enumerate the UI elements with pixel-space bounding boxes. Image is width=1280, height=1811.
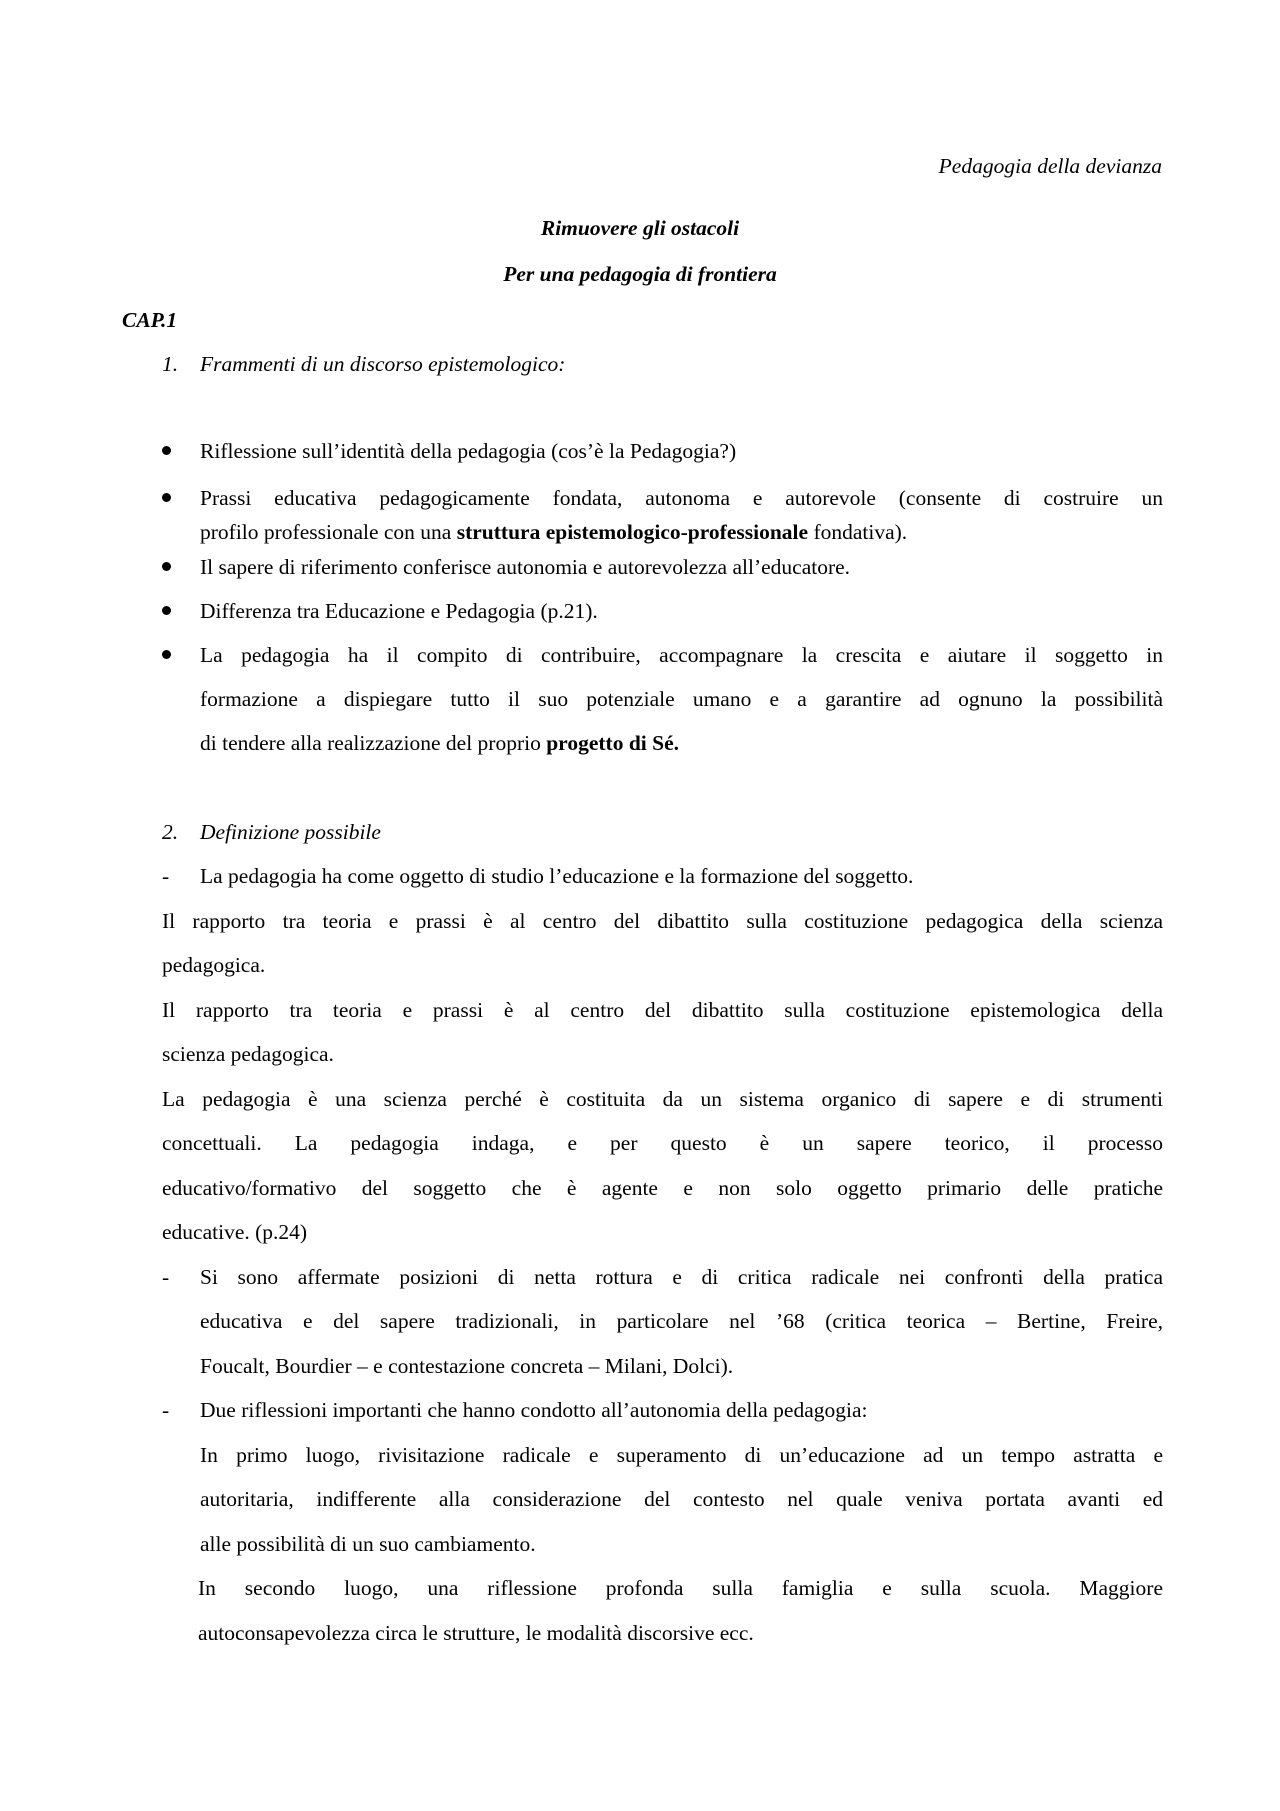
dash-item-line: Due riflessioni importanti che hanno condotto all’autonomia della pedagogia: — [200, 1398, 868, 1422]
paragraph-line: La pedagogia è una scienza perché è costituita da un sistema organico di sapere e di strumenti — [162, 1087, 1163, 1111]
section-1-number: 1. — [162, 352, 179, 376]
bold-term: struttura epistemologico-professionale — [456, 520, 809, 544]
paragraph-line: educativo/formativo del soggetto che è agente e non solo oggetto primario delle pratiche — [162, 1176, 1163, 1200]
chapter-label: CAP.1 — [122, 308, 178, 332]
list-item: Differenza tra Educazione e Pedagogia (p.21). — [200, 599, 598, 623]
list-item: Il sapere di riferimento conferisce autonomia e autorevolezza all’educatore. — [200, 555, 851, 579]
section-1-heading: Frammenti di un discorso epistemologico: — [200, 352, 566, 376]
paragraph-line: Il rapporto tra teoria e prassi è al centro del dibattito sulla costituzione epistemologica della — [162, 998, 1163, 1022]
text-run: fondativa). — [808, 520, 908, 544]
document-subtitle: Per una pedagogia di frontiera — [503, 262, 777, 286]
paragraph-line: concettuali. La pedagogia indaga, e per questo è un sapere teorico, il processo — [162, 1131, 1163, 1155]
section-2-number: 2. — [162, 820, 179, 844]
list-item-line: La pedagogia ha il compito di contribuire, accompagnare la crescita e aiutare il soggetto in — [200, 643, 1163, 667]
paragraph-line: educative. (p.24) — [162, 1220, 308, 1244]
paragraph-line: pedagogica. — [162, 953, 266, 977]
dash-item-line: Si sono affermate posizioni di netta rottura e di critica radicale nei confronti della pratica — [200, 1265, 1163, 1289]
bullet-icon — [162, 446, 171, 455]
section-2-heading: Definizione possibile — [200, 820, 381, 844]
list-item: Riflessione sull’identità della pedagogia (cos’è la Pedagogia?) — [200, 439, 737, 463]
bold-term: progetto di Sé. — [546, 731, 679, 755]
list-item-line: formazione a dispiegare tutto il suo potenziale umano e a garantire ad ognuno la possibilità — [200, 687, 1163, 711]
list-item-line — [200, 731, 679, 757]
dash-item-line: educativa e del sapere tradizionali, in particolare nel ’68 (critica teorica – Bertine, Freire, — [200, 1309, 1163, 1333]
dash-marker: - — [162, 864, 170, 888]
list-item-line — [200, 520, 907, 546]
paragraph-line: scienza pedagogica. — [162, 1042, 334, 1066]
dash-item-line: Foucalt, Bourdier – e contestazione concreta – Milani, Dolci). — [200, 1354, 734, 1378]
dash-marker: - — [162, 1265, 170, 1289]
dash-item-line: autoconsapevolezza circa le strutture, le modalità discorsive ecc. — [198, 1621, 754, 1645]
dash-item-line: In secondo luogo, una riflessione profonda sulla famiglia e sulla scuola. Maggiore — [198, 1576, 1163, 1600]
bullet-icon — [162, 562, 171, 571]
text-run: di tendere alla realizzazione del proprio — [200, 731, 547, 755]
text-run: profilo professionale con una — [200, 520, 457, 544]
dash-marker: - — [162, 1398, 170, 1422]
dash-item-line: alle possibilità di un suo cambiamento. — [200, 1532, 536, 1556]
course-title: Pedagogia della devianza — [938, 154, 1162, 178]
document-title: Rimuovere gli ostacoli — [540, 216, 740, 240]
paragraph-line: Il rapporto tra teoria e prassi è al centro del dibattito sulla costituzione pedagogica della scienza — [162, 909, 1163, 933]
dash-item-line: autoritaria, indifferente alla considerazione del contesto nel quale veniva portata avanti ed — [200, 1487, 1163, 1511]
list-item-line: Prassi educativa pedagogicamente fondata, autonoma e autorevole (consente di costruire un — [200, 486, 1163, 510]
bullet-icon — [162, 606, 171, 615]
bullet-icon — [162, 650, 171, 659]
dash-item: La pedagogia ha come oggetto di studio l’educazione e la formazione del soggetto. — [200, 864, 914, 888]
dash-item-line: In primo luogo, rivisitazione radicale e superamento di un’educazione ad un tempo astratta e — [200, 1443, 1163, 1467]
bullet-icon — [162, 493, 171, 502]
